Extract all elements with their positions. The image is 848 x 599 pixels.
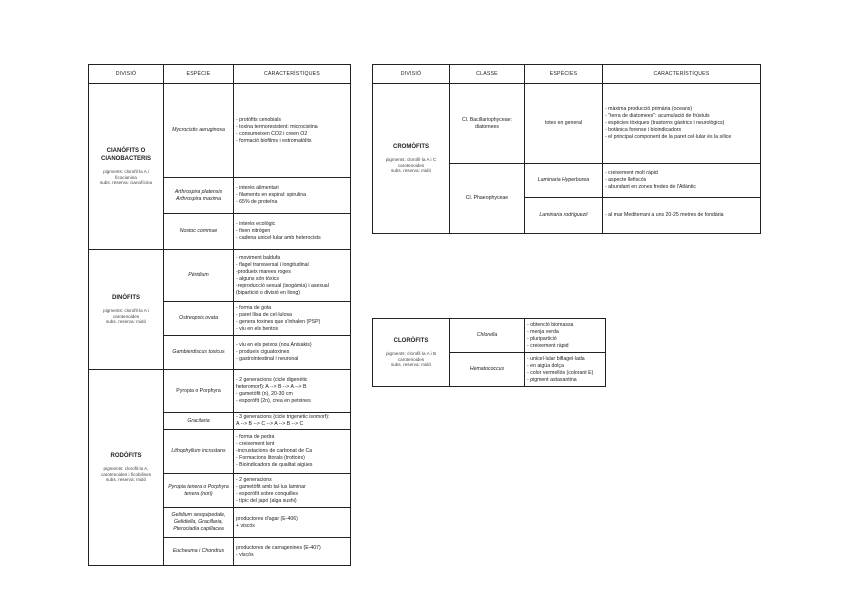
table-row bbox=[373, 319, 606, 353]
division-clorofits: CLORÒFITS pigments: clorofil·la A i B carotenoides subs. reserva: midó bbox=[373, 319, 450, 387]
species-traits: - protòfits cenobials - toxina termoresistent: microcistina - consumeixen CO2 i creen O2 - formació biofilms i estromatòlits bbox=[234, 84, 351, 178]
class-name: Cl. Phaeophyceae bbox=[450, 164, 525, 234]
table-row bbox=[373, 84, 761, 164]
header-caracteristiques: CARACTERÍSTIQUES bbox=[234, 65, 351, 84]
species-traits: productores d'agar (E-406) + viscós bbox=[234, 508, 351, 538]
header-row bbox=[373, 65, 761, 84]
species-name: Gracilaria bbox=[164, 413, 234, 430]
table-row bbox=[89, 84, 351, 178]
species-name: Pyropia o Porphyra bbox=[164, 370, 234, 413]
species-traits: - moviment baldufa - flagel transversal i longitudinal -produeix marees roges - alguns són tòxics -reproducció sexual (isogàmia) i asexual (bipartició o divisió en llong) bbox=[234, 250, 351, 302]
species-name: Laminaria rodriguezii bbox=[525, 198, 603, 234]
division-cianofits: CIANÒFITS O CIANOBACTERIS pigments: clorofil·la A i ficocianina subs. reserva: cianofícina bbox=[89, 84, 164, 250]
species-traits: - interès alimentari - filaments en espiral: spirulina - 65% de proteïna bbox=[234, 178, 351, 214]
species-name: Pyropia tenera o Porphyra tenera (nori) bbox=[164, 474, 234, 508]
table-divisions-1 bbox=[88, 64, 351, 566]
species-traits: - al mar Mediterrani a uns 20-25 metres de fondària bbox=[603, 198, 761, 234]
division-cromofits: CROMÒFITS pigments: clorofil·la A i C carotenoides subs. reserva: midó bbox=[373, 84, 450, 234]
species-name: Gambierdiscus toxicus bbox=[164, 336, 234, 370]
species-name: Mycrocistis aeruginosa bbox=[164, 84, 234, 178]
header-caracteristiques: CARACTERÍSTIQUES bbox=[603, 65, 761, 84]
header-especies: ESPÈCIES bbox=[525, 65, 603, 84]
species-traits: - 3 generacions (cicle trigenètic isomorf): A --> B --> C --> A --> B --> C bbox=[234, 413, 351, 430]
division-rodofits: RODÒFITS pigments: clorofil·la A, carotenoides i ficobilines subs. reserva: midó bbox=[89, 370, 164, 566]
species-traits: - unicel·lular biflagel·lada - en aigüa dolça - color vermellós (colorant E) - pigment astaxantina bbox=[525, 353, 606, 387]
species-traits: - obtenció biomassa - menja verda - pluripartició - creixement ràpid bbox=[525, 319, 606, 353]
species-traits: - màxima producció primària (oceans) - "terra de diatomees": acumulació de frústuls - espècies tòxiques (trastorns gàstrics i neurològics) - botànica forense i bioindicadors - el principal component de la paret cel·lular és la sílice bbox=[603, 84, 761, 164]
species-name: Nostoc commue bbox=[164, 214, 234, 250]
species-traits: productores de carragenines (E-407) - viscós bbox=[234, 538, 351, 566]
species-name: Laminaria Hyperborea bbox=[525, 164, 603, 198]
species-name: Ostreopsis ovata bbox=[164, 302, 234, 336]
species-name: Hematococcus bbox=[450, 353, 525, 387]
division-dinofits: DINÒFITS pigments: clorofil·la A i carotenoides subs. reserva: midó bbox=[89, 250, 164, 370]
species-traits: - viu en els peixos (nou Anisakis) - produeix ciguatoxines - gastrointestinal i neuronal bbox=[234, 336, 351, 370]
species-name: Péridium bbox=[164, 250, 234, 302]
header-divisio: DIVISIÓ bbox=[89, 65, 164, 84]
class-name: Cl. Bacillariophyceae: diatomees bbox=[450, 84, 525, 164]
species-name: Eucheuma i Chondrus bbox=[164, 538, 234, 566]
species-name: Lithophyllum incrustans bbox=[164, 430, 234, 474]
species-name: totes en general bbox=[525, 84, 603, 164]
header-especie: ESPÈCIE bbox=[164, 65, 234, 84]
table-cromofits bbox=[372, 64, 761, 234]
species-name: Arthrospira platensis Arthrospira maxima bbox=[164, 178, 234, 214]
table-row bbox=[89, 370, 351, 413]
table-clorofits bbox=[372, 318, 606, 387]
species-traits: - creixement molt ràpid - aspecte llefiscós - abundant en zones fredes de l'Atlàntic bbox=[603, 164, 761, 198]
header-classe: CLASSE bbox=[450, 65, 525, 84]
species-name: Gelidium sesquipedale, Gelidiella, Gracillaria, Pterocladia capillacea bbox=[164, 508, 234, 538]
header-divisio: DIVISIÓ bbox=[373, 65, 450, 84]
species-traits: - 2 generacions (cicle digenètic heteromorf): A --> B --> A --> B - gametòfit (n), 20-30 cm - esporòfit (2n), crea en petxines bbox=[234, 370, 351, 413]
header-row bbox=[89, 65, 351, 84]
species-traits: - interès ecològic - fixen nitrògen - cadena unicel·lular amb heterocists bbox=[234, 214, 351, 250]
table-row bbox=[89, 250, 351, 302]
species-traits: - forma de gota - paret llisa de cel·lulosa - genera toxines que s'inhalen (PSP) - viu en els bentos bbox=[234, 302, 351, 336]
species-traits: - 2 generacions - gametòfit amb tal·lus laminar - esporòfit sobre conquilles - típic del japó (alga sushi) bbox=[234, 474, 351, 508]
species-traits: - forma de pedra - creixement lent -incrustacions de carbonat de Ca - Formacions litorals (trottoirs) - Bioindicadors de qualitat aigües bbox=[234, 430, 351, 474]
species-name: Chlorella bbox=[450, 319, 525, 353]
